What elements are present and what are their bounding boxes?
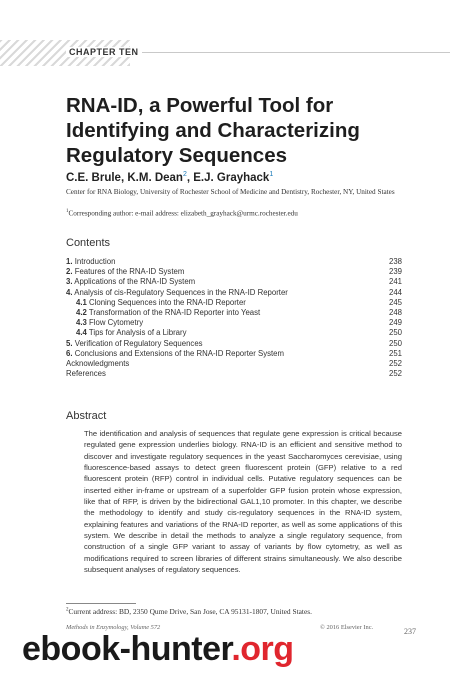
toc-item[interactable]: 6. Conclusions and Extensions of the RNA-ID Reporter System 251 [66, 348, 402, 358]
footnote-rule [66, 603, 136, 604]
corresponding-author: $^1$Corresponding author: e-mail address: elizabeth_grayhack@urmc.rochester.edu [66, 209, 298, 218]
toc-subitem[interactable]: 4.4 Tips for Analysis of a Library 250 [76, 328, 402, 338]
chapter-label: CHAPTER TEN [66, 47, 142, 57]
abstract-text: The identification and analysis of sequences that regulate gene expression is critical because regulated gene expression underlies biology. RNA-ID is an efficient and sensitive method to discover and investigate regulatory sequences in the yeast Saccharomyces cerevisiae, using fluorescence-based assays to detect green fluorescent protein (GFP) relative to a red fluorescent protein (RFP) control in individual cells. Putative regulatory sequences can be inserted either in-frame or upstream of a superfolder GFP fusion protein whose expression, like that of RFP, is driven by the bidirectional GAL1,10 promoter. In this chapter, we describe the methodology to identify and study cis-regulatory sequences in the RNA-ID system, explaining features and variations of the RNA-ID reporter, as well as some applications of this system. We describe in detail the methods to analyze a single regulatory sequence, from construction of a single GFP variant to assay of variants by flow cytometry, as well as modifications required to screen libraries of different strains simultaneously. We also describe subsequent analyses of regulatory sequences. [84, 429, 402, 575]
journal-info: Methods in Enzymology, Volume 572 [66, 624, 161, 631]
footnote: $^2$Current address: BD, 2350 Qume Drive, San Jose, CA 95131-1807, United States. [66, 607, 312, 616]
paper-title: RNA-ID, a Powerful Tool for Identifying and Characterizing Regulatory Sequences [66, 94, 360, 167]
author-list [66, 171, 273, 184]
toc-item[interactable]: 2. Features of the RNA-ID System 239 [66, 267, 402, 277]
toc-subitem[interactable]: 4.1 Cloning Sequences into the RNA-ID Reporter 245 [76, 297, 402, 307]
toc-item[interactable]: Acknowledgments 252 [66, 358, 402, 368]
toc-item[interactable]: References 252 [66, 369, 402, 379]
copyright: © 2016 Elsevier Inc. [320, 624, 374, 631]
toc-item[interactable]: 1. Introduction 238 [66, 257, 402, 266]
watermark-logo: ebook-hunter.org [22, 630, 294, 668]
affiliation: Center for RNA Biology, University of Rochester School of Medicine and Dentistry, Rochester, NY, United States [66, 188, 395, 196]
contents-heading: Contents [66, 237, 111, 249]
author-1: C.E. Brule, [66, 171, 128, 184]
chapter-rule [125, 52, 450, 53]
toc-subitem[interactable]: 4.3 Flow Cytometry 249 [76, 318, 402, 328]
toc-subitem[interactable]: 4.2 Transformation of the RNA-ID Reporter into Yeast 248 [76, 307, 402, 317]
toc-item[interactable]: 3. Applications of the RNA-ID System 241 [66, 277, 402, 287]
author-3: E.J. Grayhack$^1$ [193, 171, 274, 184]
abstract-heading: Abstract [66, 410, 107, 422]
page-number: 237 [404, 627, 416, 636]
table-of-contents [66, 257, 402, 379]
toc-item[interactable]: 4. Analysis of cis-Regulatory Sequences in the RNA-ID Reporter 244 [66, 287, 402, 297]
author-2: K.M. Dean$^2$, [127, 171, 194, 184]
toc-item[interactable]: 5. Verification of Regulatory Sequences 250 [66, 338, 402, 348]
